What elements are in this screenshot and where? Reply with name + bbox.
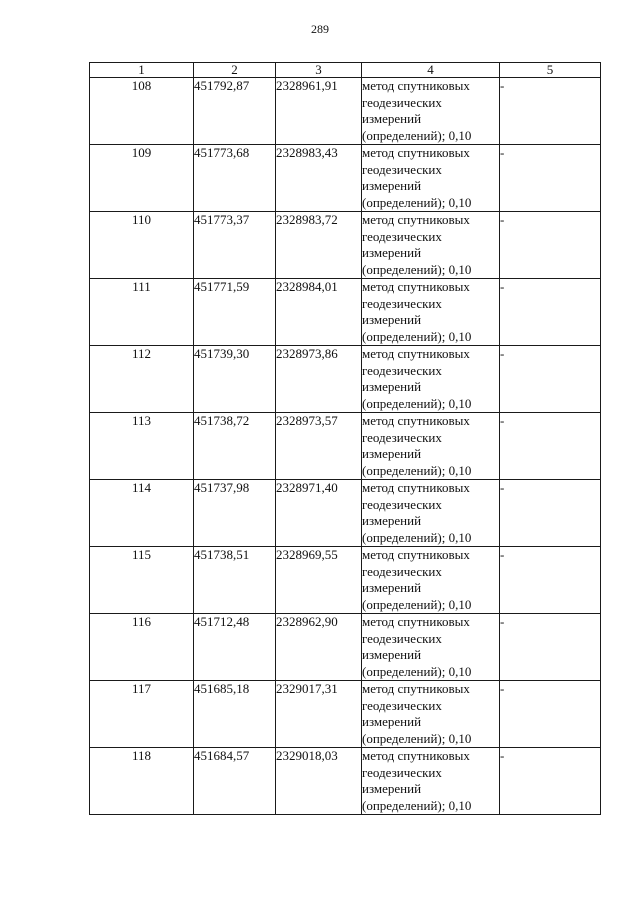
- point-number-cell: 111: [90, 279, 194, 346]
- method-line: метод спутниковых: [362, 614, 470, 629]
- method-cell: [362, 748, 500, 815]
- method-line: измерений: [362, 446, 422, 461]
- page-number: 289: [311, 22, 329, 36]
- method-line: геодезических: [362, 496, 442, 512]
- note-cell: -: [500, 748, 601, 815]
- method-line: метод спутниковых: [362, 145, 470, 160]
- x-coordinate-cell: 451792,87: [194, 78, 276, 145]
- point-number-cell: 113: [90, 413, 194, 480]
- method-cell: [362, 212, 500, 279]
- table-row: [90, 78, 601, 145]
- method-line: (определений); 0,10: [362, 462, 472, 478]
- table-row: [90, 279, 601, 346]
- note-cell: -: [500, 547, 601, 614]
- x-coordinate-cell: 451738,51: [194, 547, 276, 614]
- y-coordinate-cell: 2329017,31: [276, 681, 362, 748]
- header-col-1: 1: [90, 63, 194, 78]
- method-line: геодезических: [362, 697, 442, 713]
- method-line: измерений: [362, 111, 422, 126]
- note-cell: -: [500, 279, 601, 346]
- coordinates-table: [89, 62, 601, 815]
- method-cell: [362, 413, 500, 480]
- method-line: измерений: [362, 379, 422, 394]
- method-line: (определений); 0,10: [362, 730, 472, 746]
- method-cell: [362, 279, 500, 346]
- method-line: (определений); 0,10: [362, 395, 472, 411]
- note-cell: -: [500, 346, 601, 413]
- x-coordinate-cell: 451712,48: [194, 614, 276, 681]
- point-number-cell: 110: [90, 212, 194, 279]
- y-coordinate-cell: 2328962,90: [276, 614, 362, 681]
- method-line: измерений: [362, 580, 422, 595]
- note-cell: -: [500, 480, 601, 547]
- method-line: (определений); 0,10: [362, 194, 472, 210]
- method-line: измерений: [362, 781, 422, 796]
- method-line: метод спутниковых: [362, 547, 470, 562]
- y-coordinate-cell: 2328971,40: [276, 480, 362, 547]
- table-row: [90, 614, 601, 681]
- method-line: метод спутниковых: [362, 480, 470, 495]
- y-coordinate-cell: 2328984,01: [276, 279, 362, 346]
- method-line: измерений: [362, 647, 422, 662]
- method-line: (определений); 0,10: [362, 529, 472, 545]
- x-coordinate-cell: 451771,59: [194, 279, 276, 346]
- method-line: (определений); 0,10: [362, 596, 472, 612]
- point-number-cell: 114: [90, 480, 194, 547]
- point-number-cell: 117: [90, 681, 194, 748]
- y-coordinate-cell: 2328969,55: [276, 547, 362, 614]
- method-line: геодезических: [362, 563, 442, 579]
- method-cell: [362, 145, 500, 212]
- point-number-cell: 116: [90, 614, 194, 681]
- note-cell: -: [500, 413, 601, 480]
- method-line: метод спутниковых: [362, 212, 470, 227]
- method-line: метод спутниковых: [362, 748, 470, 763]
- table-header-row: [90, 63, 601, 78]
- method-line: геодезических: [362, 429, 442, 445]
- method-line: измерений: [362, 245, 422, 260]
- note-cell: -: [500, 145, 601, 212]
- method-line: метод спутниковых: [362, 413, 470, 428]
- y-coordinate-cell: 2329018,03: [276, 748, 362, 815]
- method-line: (определений); 0,10: [362, 261, 472, 277]
- point-number-cell: 109: [90, 145, 194, 212]
- method-cell: [362, 547, 500, 614]
- method-line: метод спутниковых: [362, 681, 470, 696]
- y-coordinate-cell: 2328961,91: [276, 78, 362, 145]
- method-line: геодезических: [362, 94, 442, 110]
- method-line: (определений); 0,10: [362, 328, 472, 344]
- method-line: (определений); 0,10: [362, 127, 472, 143]
- method-cell: [362, 614, 500, 681]
- method-line: метод спутниковых: [362, 279, 470, 294]
- method-line: метод спутниковых: [362, 346, 470, 361]
- header-col-3: 3: [276, 63, 362, 78]
- method-line: геодезических: [362, 295, 442, 311]
- method-cell: [362, 78, 500, 145]
- method-line: измерений: [362, 714, 422, 729]
- method-line: измерений: [362, 513, 422, 528]
- x-coordinate-cell: 451739,30: [194, 346, 276, 413]
- note-cell: -: [500, 212, 601, 279]
- y-coordinate-cell: 2328983,72: [276, 212, 362, 279]
- table-row: [90, 145, 601, 212]
- y-coordinate-cell: 2328973,86: [276, 346, 362, 413]
- method-line: геодезических: [362, 161, 442, 177]
- method-line: геодезических: [362, 764, 442, 780]
- method-line: измерений: [362, 178, 422, 193]
- y-coordinate-cell: 2328973,57: [276, 413, 362, 480]
- table-body: [90, 78, 601, 815]
- table-row: [90, 413, 601, 480]
- table-row: [90, 346, 601, 413]
- table-row: [90, 748, 601, 815]
- method-line: измерений: [362, 312, 422, 327]
- header-col-5: 5: [500, 63, 601, 78]
- method-cell: [362, 681, 500, 748]
- method-line: метод спутниковых: [362, 78, 470, 93]
- point-number-cell: 118: [90, 748, 194, 815]
- point-number-cell: 115: [90, 547, 194, 614]
- x-coordinate-cell: 451773,37: [194, 212, 276, 279]
- header-col-2: 2: [194, 63, 276, 78]
- table-row: [90, 681, 601, 748]
- point-number-cell: 112: [90, 346, 194, 413]
- x-coordinate-cell: 451685,18: [194, 681, 276, 748]
- x-coordinate-cell: 451738,72: [194, 413, 276, 480]
- table-row: [90, 480, 601, 547]
- method-cell: [362, 480, 500, 547]
- table-row: [90, 212, 601, 279]
- note-cell: -: [500, 614, 601, 681]
- method-line: геодезических: [362, 362, 442, 378]
- method-cell: [362, 346, 500, 413]
- y-coordinate-cell: 2328983,43: [276, 145, 362, 212]
- x-coordinate-cell: 451737,98: [194, 480, 276, 547]
- x-coordinate-cell: 451684,57: [194, 748, 276, 815]
- method-line: (определений); 0,10: [362, 797, 472, 813]
- method-line: геодезических: [362, 630, 442, 646]
- note-cell: -: [500, 681, 601, 748]
- header-col-4: 4: [362, 63, 500, 78]
- table-row: [90, 547, 601, 614]
- x-coordinate-cell: 451773,68: [194, 145, 276, 212]
- method-line: геодезических: [362, 228, 442, 244]
- point-number-cell: 108: [90, 78, 194, 145]
- method-line: (определений); 0,10: [362, 663, 472, 679]
- note-cell: -: [500, 78, 601, 145]
